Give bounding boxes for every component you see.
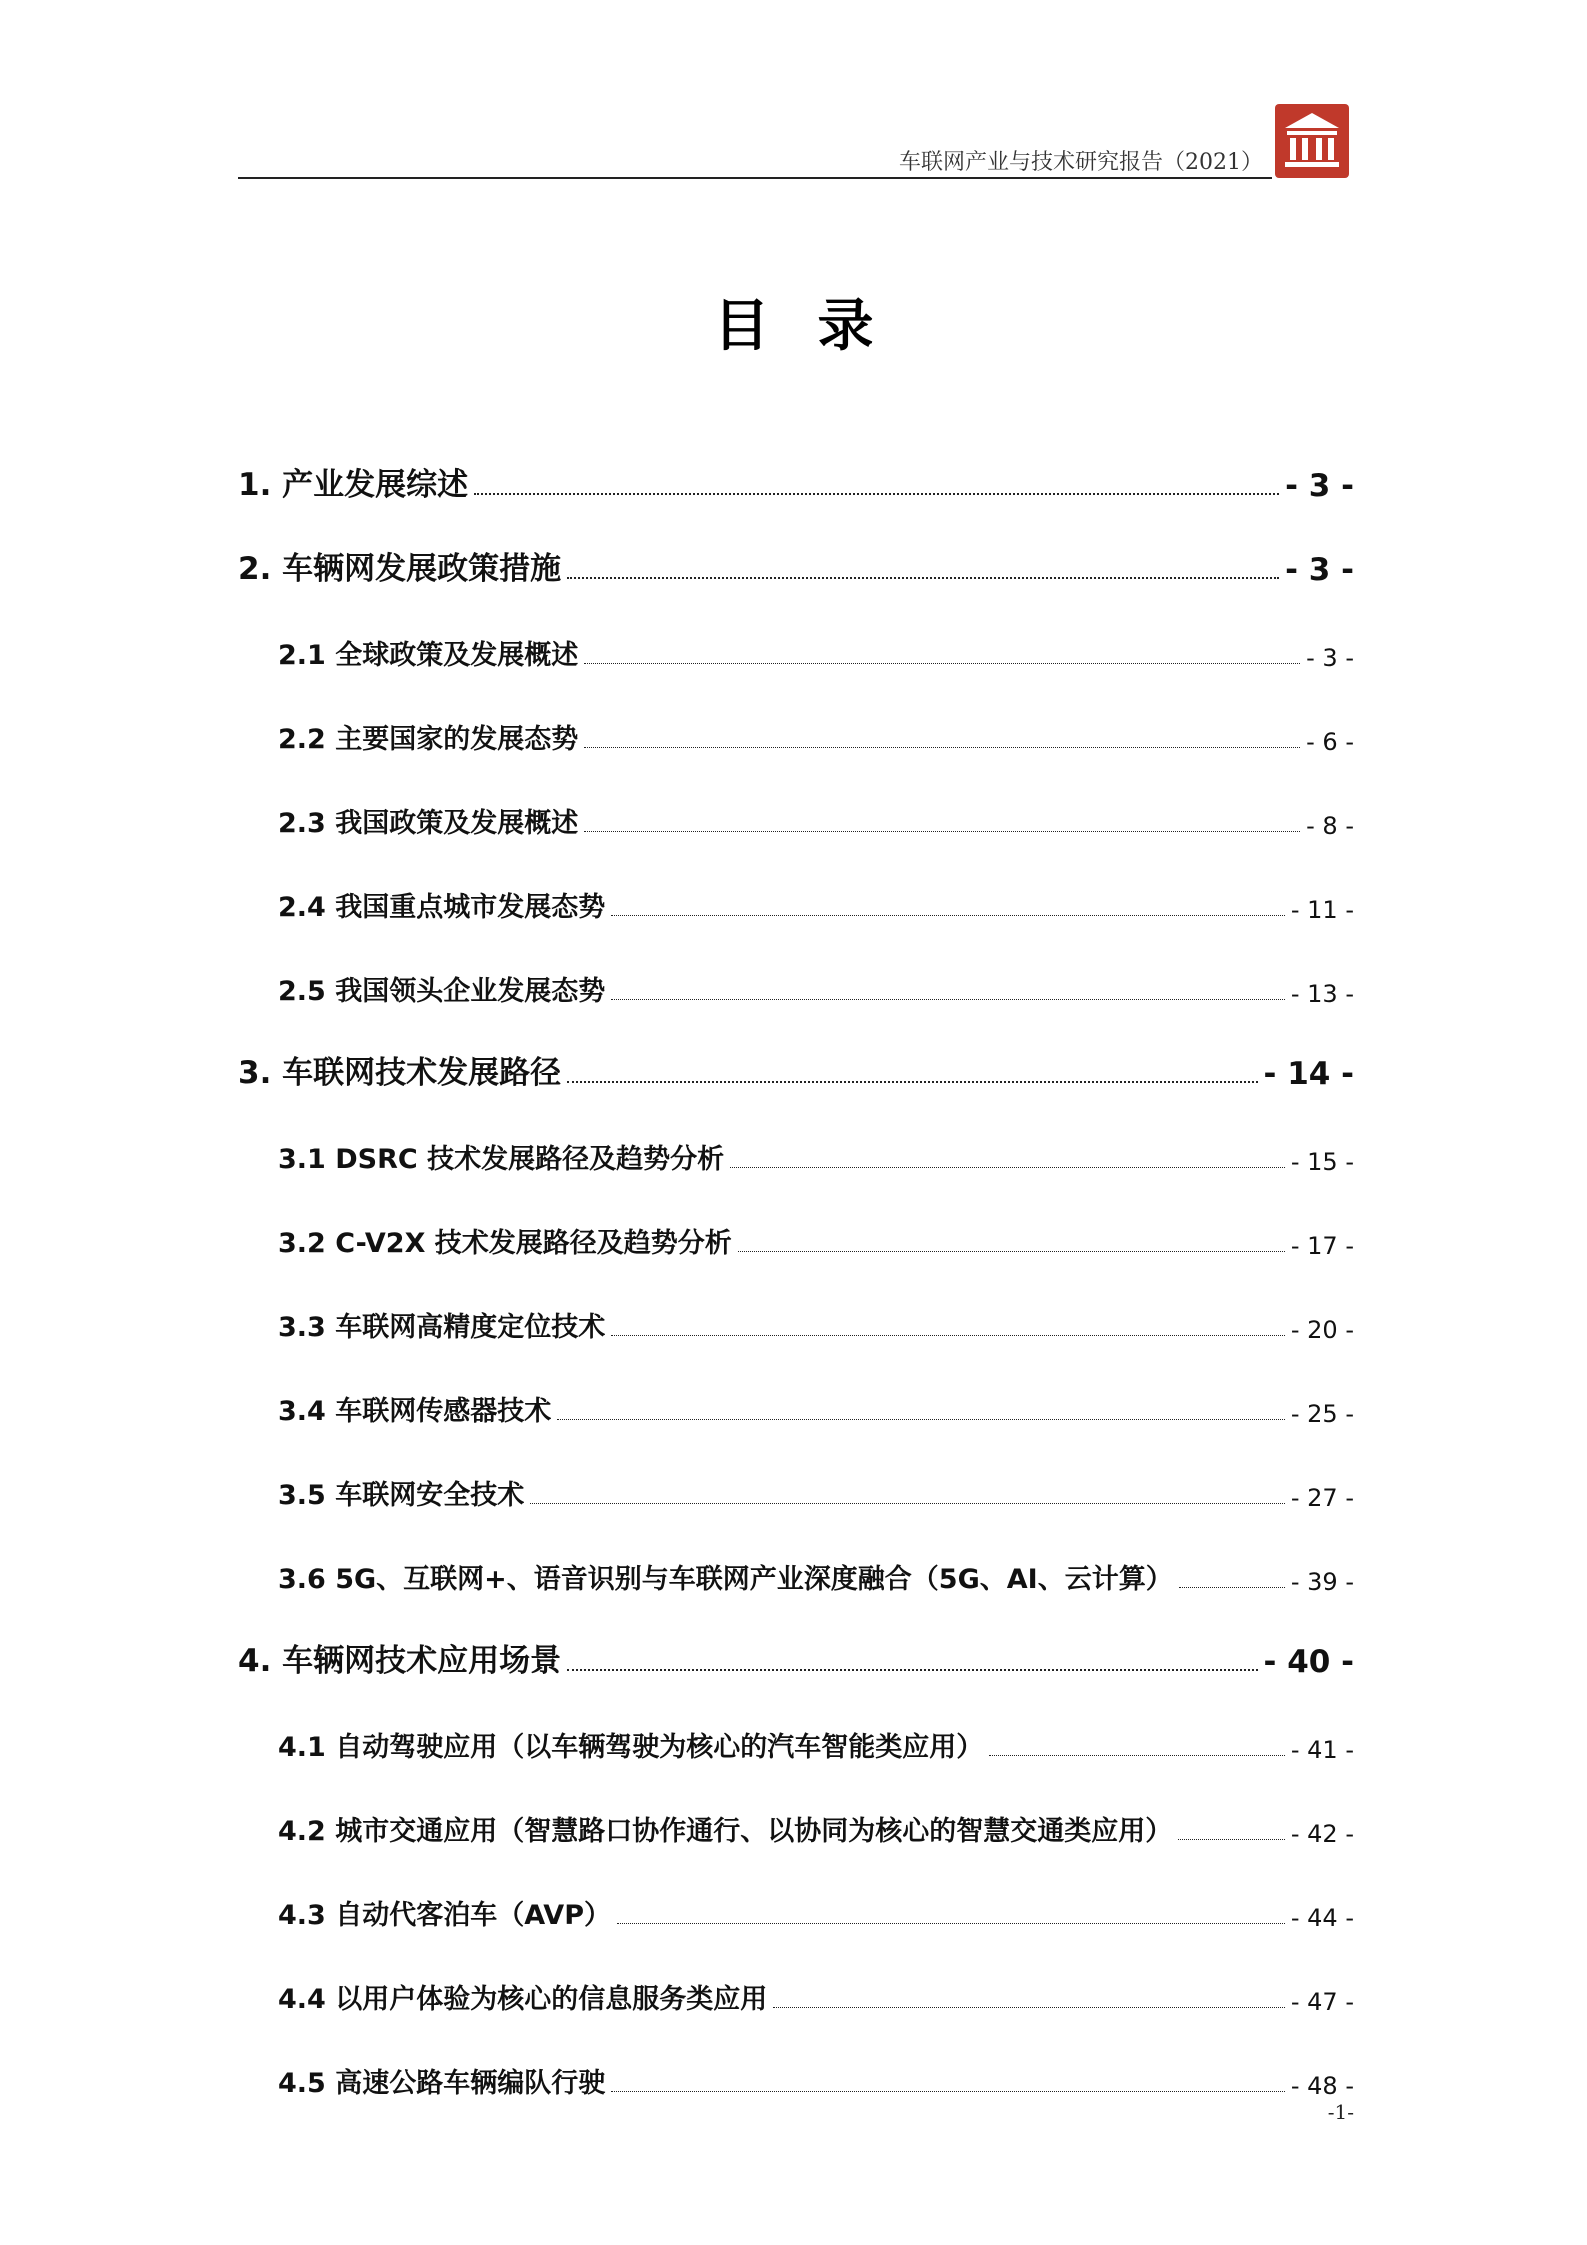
- toc-entry-label: 1. 产业发展综述: [238, 467, 469, 503]
- toc-entry[interactable]: [238, 1512, 1354, 1596]
- toc-leader-dots: [474, 493, 1279, 495]
- toc-leader-dots: [989, 1755, 1285, 1756]
- toc-entry-label: 2. 车辆网发展政策措施: [238, 551, 562, 587]
- toc-entry[interactable]: [238, 1260, 1354, 1344]
- toc-entry[interactable]: [238, 2016, 1354, 2100]
- toc-entry[interactable]: [238, 1596, 1354, 1680]
- toc-entry[interactable]: [238, 1932, 1354, 2016]
- toc-entry-label: 3.6 5G、互联网+、语音识别与车联网产业深度融合（5G、AI、云计算）: [278, 1564, 1173, 1595]
- toc-leader-dots: [738, 1251, 1285, 1252]
- toc-entry[interactable]: [238, 504, 1354, 588]
- toc-entry[interactable]: [238, 1680, 1354, 1764]
- toc-leader-dots: [1178, 1839, 1285, 1840]
- toc-entry[interactable]: [238, 1008, 1354, 1092]
- toc-entry-page: - 44 -: [1290, 1904, 1354, 1932]
- toc-entry-label: 4. 车辆网技术应用场景: [238, 1643, 562, 1679]
- toc-leader-dots: [567, 577, 1279, 579]
- toc-entry-label: 4.5 高速公路车辆编队行驶: [278, 2068, 606, 2099]
- toc-entry-page: - 27 -: [1290, 1484, 1354, 1512]
- toc-entry-label: 3.5 车联网安全技术: [278, 1480, 525, 1511]
- toc-entry-label: 3.4 车联网传感器技术: [278, 1396, 552, 1427]
- toc-leader-dots: [611, 1335, 1285, 1336]
- toc-entry-label: 2.1 全球政策及发展概述: [278, 640, 579, 671]
- toc-entry-label: 4.3 自动代客泊车（AVP）: [278, 1900, 611, 1931]
- toc-entry-page: - 3 -: [1285, 468, 1354, 504]
- toc-entry[interactable]: [238, 1344, 1354, 1428]
- toc-entry[interactable]: [238, 1092, 1354, 1176]
- toc-entry[interactable]: [238, 1176, 1354, 1260]
- toc-entry-label: 2.4 我国重点城市发展态势: [278, 892, 606, 923]
- toc-entry-page: - 3 -: [1285, 552, 1354, 588]
- toc-entry-label: 4.2 城市交通应用（智慧路口协作通行、以协同为核心的智慧交通类应用）: [278, 1816, 1173, 1847]
- toc-entry-page: - 40 -: [1263, 1644, 1354, 1680]
- toc-entry-label: 4.1 自动驾驶应用（以车辆驾驶为核心的汽车智能类应用）: [278, 1732, 984, 1763]
- toc-entry[interactable]: [238, 420, 1354, 504]
- toc-entry-label: 2.5 我国领头企业发展态势: [278, 976, 606, 1007]
- toc-entry-page: - 14 -: [1263, 1056, 1354, 1092]
- toc-leader-dots: [584, 663, 1300, 664]
- toc-entry-page: - 11 -: [1290, 896, 1354, 924]
- page-number: -1-: [1327, 2100, 1354, 2124]
- toc-entry-label: 2.3 我国政策及发展概述: [278, 808, 579, 839]
- toc-entry-label: 3. 车联网技术发展路径: [238, 1055, 562, 1091]
- toc-leader-dots: [530, 1503, 1285, 1504]
- header-divider: [238, 177, 1272, 179]
- toc-entry-page: - 8 -: [1306, 812, 1354, 840]
- toc-leader-dots: [567, 1081, 1257, 1083]
- header-title: 车联网产业与技术研究报告（2021）: [899, 150, 1263, 175]
- toc-leader-dots: [611, 915, 1285, 916]
- toc-entry-page: - 48 -: [1290, 2072, 1354, 2100]
- toc-entry-page: - 20 -: [1290, 1316, 1354, 1344]
- toc-entry-page: - 17 -: [1290, 1232, 1354, 1260]
- toc-leader-dots: [611, 999, 1285, 1000]
- toc-entry-label: 2.2 主要国家的发展态势: [278, 724, 579, 755]
- toc-entry[interactable]: [238, 588, 1354, 672]
- toc-entry[interactable]: [238, 924, 1354, 1008]
- toc-entry[interactable]: [238, 1848, 1354, 1932]
- building-logo-icon: [1275, 104, 1349, 178]
- toc-entry[interactable]: [238, 840, 1354, 924]
- toc-leader-dots: [584, 747, 1300, 748]
- toc-entry-page: - 47 -: [1290, 1988, 1354, 2016]
- toc-leader-dots: [730, 1167, 1285, 1168]
- toc-leader-dots: [611, 2091, 1285, 2092]
- toc-entry-page: - 39 -: [1290, 1568, 1354, 1596]
- toc-title: 目录: [713, 294, 922, 359]
- toc-entry[interactable]: [238, 1764, 1354, 1848]
- toc-entry-page: - 42 -: [1290, 1820, 1354, 1848]
- toc-leader-dots: [1179, 1587, 1285, 1588]
- toc-leader-dots: [617, 1923, 1285, 1924]
- toc-entry-label: 4.4 以用户体验为核心的信息服务类应用: [278, 1984, 768, 2015]
- toc-entry[interactable]: [238, 1428, 1354, 1512]
- toc-leader-dots: [584, 831, 1300, 832]
- toc-entry-page: - 3 -: [1306, 644, 1354, 672]
- toc-list: [238, 420, 1354, 2100]
- toc-entry[interactable]: [238, 756, 1354, 840]
- toc-entry[interactable]: [238, 672, 1354, 756]
- toc-entry-page: - 15 -: [1290, 1148, 1354, 1176]
- toc-leader-dots: [567, 1669, 1257, 1671]
- toc-leader-dots: [773, 2007, 1285, 2008]
- toc-entry-page: - 6 -: [1306, 728, 1354, 756]
- toc-entry-page: - 41 -: [1290, 1736, 1354, 1764]
- toc-entry-label: 3.2 C-V2X 技术发展路径及趋势分析: [278, 1228, 732, 1259]
- toc-entry-page: - 13 -: [1290, 980, 1354, 1008]
- toc-leader-dots: [557, 1419, 1285, 1420]
- toc-entry-label: 3.3 车联网高精度定位技术: [278, 1312, 606, 1343]
- toc-entry-label: 3.1 DSRC 技术发展路径及趋势分析: [278, 1144, 725, 1175]
- toc-entry-page: - 25 -: [1290, 1400, 1354, 1428]
